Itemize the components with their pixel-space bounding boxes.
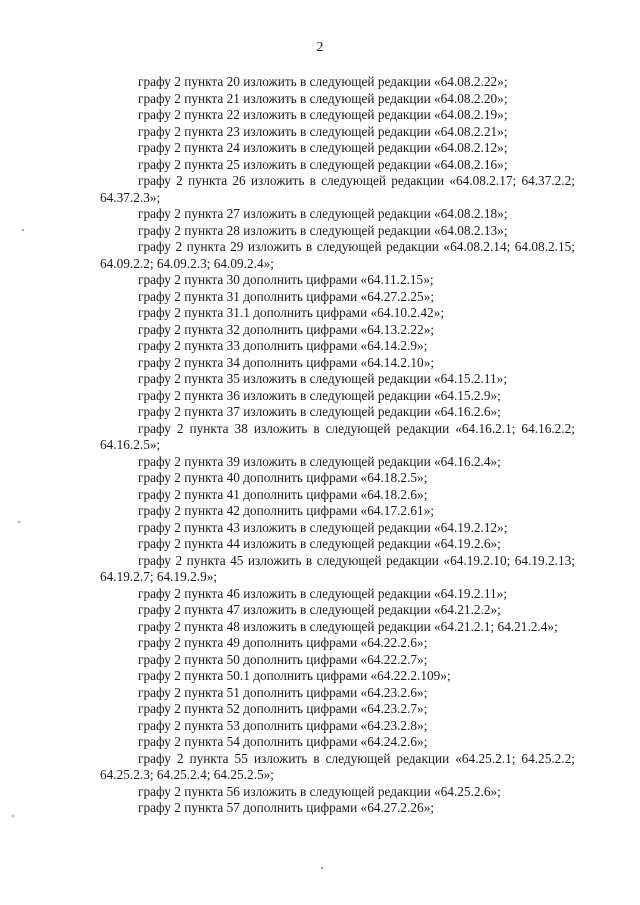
amendment-paragraph: графу 2 пункта 47 изложить в следующей редакции «64.21.2.2»; bbox=[138, 602, 501, 617]
amendment-paragraph: графу 2 пункта 20 изложить в следующей редакции «64.08.2.22»; bbox=[138, 74, 508, 89]
amendment-paragraph: графу 2 пункта 56 изложить в следующей редакции «64.25.2.6»; bbox=[138, 783, 501, 799]
amendment-paragraph: графу 2 пункта 43 изложить в следующей редакции «64.19.2.12»; bbox=[138, 519, 508, 535]
amendment-paragraph: графу 2 пункта 39 изложить в следующей редакции «64.16.2.4»; bbox=[138, 453, 501, 469]
amendment-paragraph: графу 2 пункта 31.1 дополнить цифрами «64.10.2.42»; bbox=[138, 305, 445, 320]
amendment-paragraph: графу 2 пункта 31 дополнить цифрами «64.27.2.25»; bbox=[138, 288, 435, 304]
scan-speck bbox=[18, 521, 20, 523]
amendment-paragraph: графу 2 пункта 45 изложить в следующей редакции «64.19.2.10; 64.19.2.13; 64.19.2.7; 64.19.2.9»; bbox=[100, 552, 575, 584]
scan-speck bbox=[12, 815, 14, 817]
document-body bbox=[100, 74, 575, 817]
amendment-paragraph: графу 2 пункта 51 дополнить цифрами «64.23.2.6»; bbox=[138, 684, 428, 700]
amendment-paragraph: графу 2 пункта 23 изложить в следующей редакции «64.08.2.21»; bbox=[138, 123, 508, 139]
amendment-paragraph: графу 2 пункта 44 изложить в следующей редакции «64.19.2.6»; bbox=[138, 536, 501, 551]
amendment-paragraph: графу 2 пункта 29 изложить в следующей редакции «64.08.2.14; 64.08.2.15; 64.09.2.2; 64.09.2.3; 64.09.2.4»; bbox=[100, 239, 575, 271]
amendment-paragraph: графу 2 пункта 25 изложить в следующей редакции «64.08.2.16»; bbox=[138, 156, 508, 172]
amendment-paragraph: графу 2 пункта 40 дополнить цифрами «64.18.2.5»; bbox=[138, 470, 428, 485]
amendment-paragraph: графу 2 пункта 28 изложить в следующей редакции «64.08.2.13»; bbox=[138, 222, 508, 238]
amendment-paragraph: графу 2 пункта 36 изложить в следующей редакции «64.15.2.9»; bbox=[138, 387, 501, 403]
amendment-paragraph: графу 2 пункта 48 изложить в следующей редакции «64.21.2.1; 64.21.2.4»; bbox=[138, 618, 558, 634]
amendment-paragraph: графу 2 пункта 52 дополнить цифрами «64.23.2.7»; bbox=[138, 701, 428, 716]
amendment-paragraph: графу 2 пункта 50 дополнить цифрами «64.22.2.7»; bbox=[138, 651, 428, 667]
scan-speck bbox=[22, 229, 24, 231]
scan-speck bbox=[321, 867, 323, 869]
amendment-paragraph: графу 2 пункта 37 изложить в следующей редакции «64.16.2.6»; bbox=[138, 404, 501, 419]
amendment-paragraph: графу 2 пункта 53 дополнить цифрами «64.23.2.8»; bbox=[138, 717, 428, 733]
amendment-paragraph: графу 2 пункта 42 дополнить цифрами «64.17.2.61»; bbox=[138, 503, 435, 518]
amendment-paragraph: графу 2 пункта 24 изложить в следующей редакции «64.08.2.12»; bbox=[138, 140, 508, 155]
amendment-paragraph: графу 2 пункта 46 изложить в следующей редакции «64.19.2.11»; bbox=[138, 585, 508, 601]
amendment-paragraph: графу 2 пункта 35 изложить в следующей редакции «64.15.2.11»; bbox=[138, 371, 508, 386]
amendment-paragraph: графу 2 пункта 22 изложить в следующей редакции «64.08.2.19»; bbox=[138, 107, 508, 122]
amendment-paragraph: графу 2 пункта 27 изложить в следующей редакции «64.08.2.18»; bbox=[138, 206, 508, 221]
amendment-paragraph: графу 2 пункта 30 дополнить цифрами «64.11.2.15»; bbox=[138, 272, 434, 287]
amendment-paragraph: графу 2 пункта 34 дополнить цифрами «64.14.2.10»; bbox=[138, 354, 435, 370]
amendment-paragraph: графу 2 пункта 49 дополнить цифрами «64.22.2.6»; bbox=[138, 635, 428, 650]
amendment-paragraph: графу 2 пункта 41 дополнить цифрами «64.18.2.6»; bbox=[138, 486, 428, 502]
page-number: 2 bbox=[316, 40, 324, 55]
amendment-paragraph: графу 2 пункта 32 дополнить цифрами «64.13.2.22»; bbox=[138, 321, 435, 337]
amendment-paragraph: графу 2 пункта 38 изложить в следующей редакции «64.16.2.1; 64.16.2.2; 64.16.2.5»; bbox=[100, 420, 575, 452]
amendment-paragraph: графу 2 пункта 50.1 дополнить цифрами «64.22.2.109»; bbox=[138, 668, 451, 683]
amendment-paragraph: графу 2 пункта 55 изложить в следующей редакции «64.25.2.1; 64.25.2.2; 64.25.2.3; 64.25.2.4; 64.25.2.5»; bbox=[100, 750, 575, 782]
amendment-paragraph: графу 2 пункта 54 дополнить цифрами «64.24.2.6»; bbox=[138, 734, 428, 749]
amendment-paragraph: графу 2 пункта 21 изложить в следующей редакции «64.08.2.20»; bbox=[138, 90, 508, 106]
amendment-paragraph: графу 2 пункта 57 дополнить цифрами «64.27.2.26»; bbox=[138, 800, 435, 815]
amendment-paragraph: графу 2 пункта 33 дополнить цифрами «64.14.2.9»; bbox=[138, 338, 428, 353]
amendment-paragraph: графу 2 пункта 26 изложить в следующей редакции «64.08.2.17; 64.37.2.2; 64.37.2.3»; bbox=[100, 173, 575, 205]
